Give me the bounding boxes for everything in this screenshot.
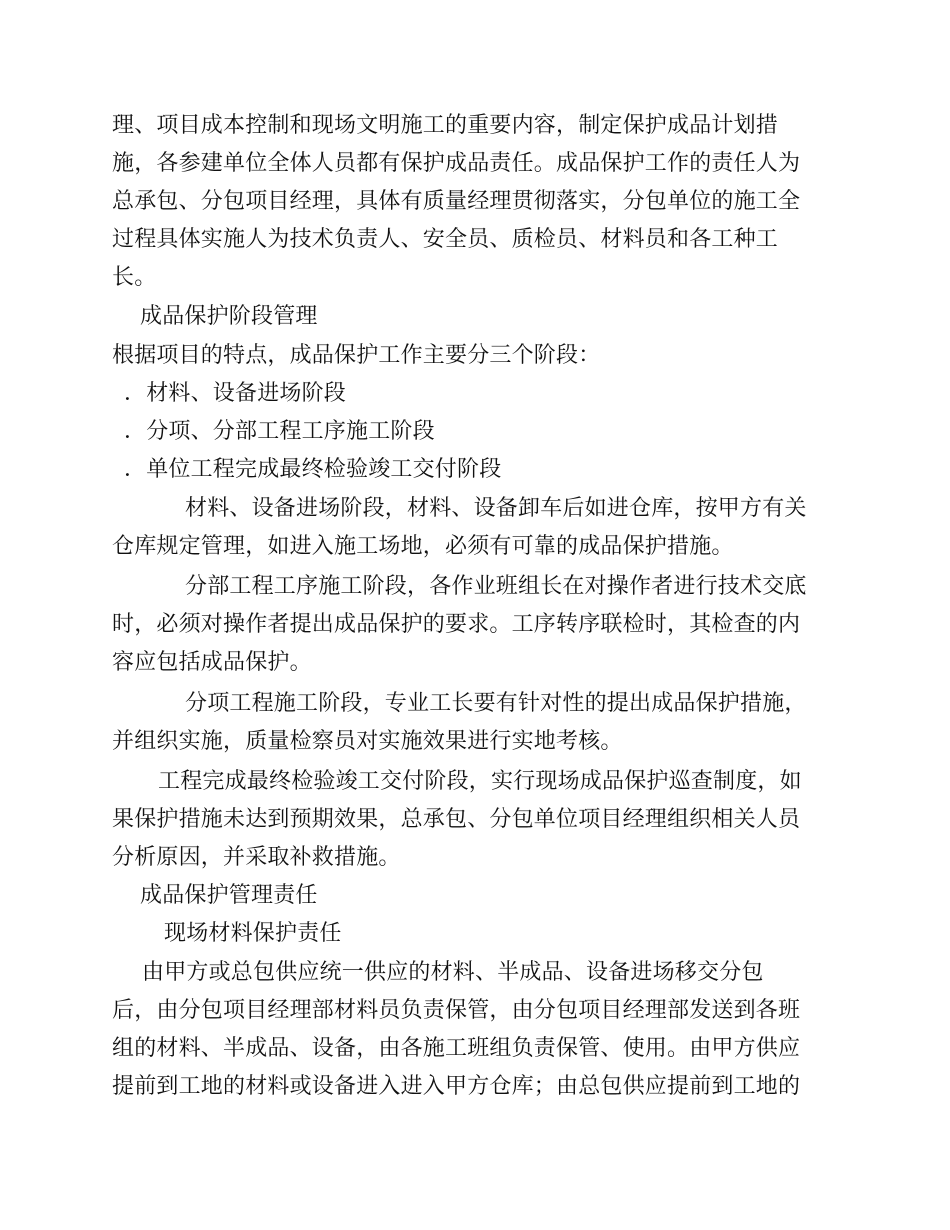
paragraph-line: 长。 bbox=[112, 265, 157, 290]
paragraph-line: 理、项目成本控制和现场文明施工的重要内容，制定保护成品计划措 bbox=[112, 113, 779, 138]
paragraph-line: 分项工程施工阶段，专业工长要有针对性的提出成品保护措施， bbox=[185, 691, 807, 716]
paragraph-line: 材料、设备进场阶段，材料、设备卸车后如进仓库，按甲方有关 bbox=[185, 496, 807, 521]
section-heading: 成品保护阶段管理 bbox=[140, 304, 318, 329]
list-item: ．分项、分部工程工序施工阶段 bbox=[124, 419, 435, 444]
paragraph-line: 工程完成最终检验竣工交付阶段，实行现场成品保护巡查制度，如 bbox=[158, 769, 802, 794]
paragraph-line: 总承包、分包项目经理，具体有质量经理贯彻落实，分包单位的施工全 bbox=[112, 189, 801, 214]
paragraph-line: 组的材料、半成品、设备，由各施工班组负责保管、使用。由甲方供应 bbox=[112, 1036, 801, 1061]
paragraph-line: 分析原因，并采取补救措施。 bbox=[112, 845, 401, 870]
paragraph-line: 并组织实施，质量检察员对实施效果进行实地考核。 bbox=[112, 729, 623, 754]
paragraph-line: 果保护措施未达到预期效果，总承包、分包单位项目经理组织相关人员 bbox=[112, 807, 801, 832]
list-item: ．单位工程完成最终检验竣工交付阶段 bbox=[124, 457, 502, 482]
subsection-heading: 现场材料保护责任 bbox=[164, 921, 342, 946]
paragraph-line: 仓库规定管理，如进入施工场地，必须有可靠的成品保护措施。 bbox=[112, 534, 734, 559]
list-item: ．材料、设备进场阶段 bbox=[124, 381, 347, 406]
paragraph-line: 施，各参建单位全体人员都有保护成品责任。成品保护工作的责任人为 bbox=[112, 151, 801, 176]
paragraph-line: 过程具体实施人为技术负责人、安全员、质检员、材料员和各工种工 bbox=[112, 227, 779, 252]
paragraph-line: 后，由分包项目经理部材料员负责保管，由分包项目经理部发送到各班 bbox=[112, 998, 801, 1023]
paragraph-line: 提前到工地的材料或设备进入进入甲方仓库；由总包供应提前到工地的 bbox=[112, 1074, 801, 1099]
paragraph-line: 由甲方或总包供应统一供应的材料、半成品、设备进场移交分包 bbox=[142, 960, 764, 985]
paragraph-line: 容应包括成品保护。 bbox=[112, 650, 312, 675]
section-heading: 成品保护管理责任 bbox=[140, 883, 318, 908]
paragraph-line: 分部工程工序施工阶段，各作业班组长在对操作者进行技术交底 bbox=[185, 574, 807, 599]
paragraph-line: 根据项目的特点，成品保护工作主要分三个阶段： bbox=[112, 343, 601, 368]
paragraph-line: 时，必须对操作者提出成品保护的要求。工序转序联检时，其检查的内 bbox=[112, 612, 801, 637]
